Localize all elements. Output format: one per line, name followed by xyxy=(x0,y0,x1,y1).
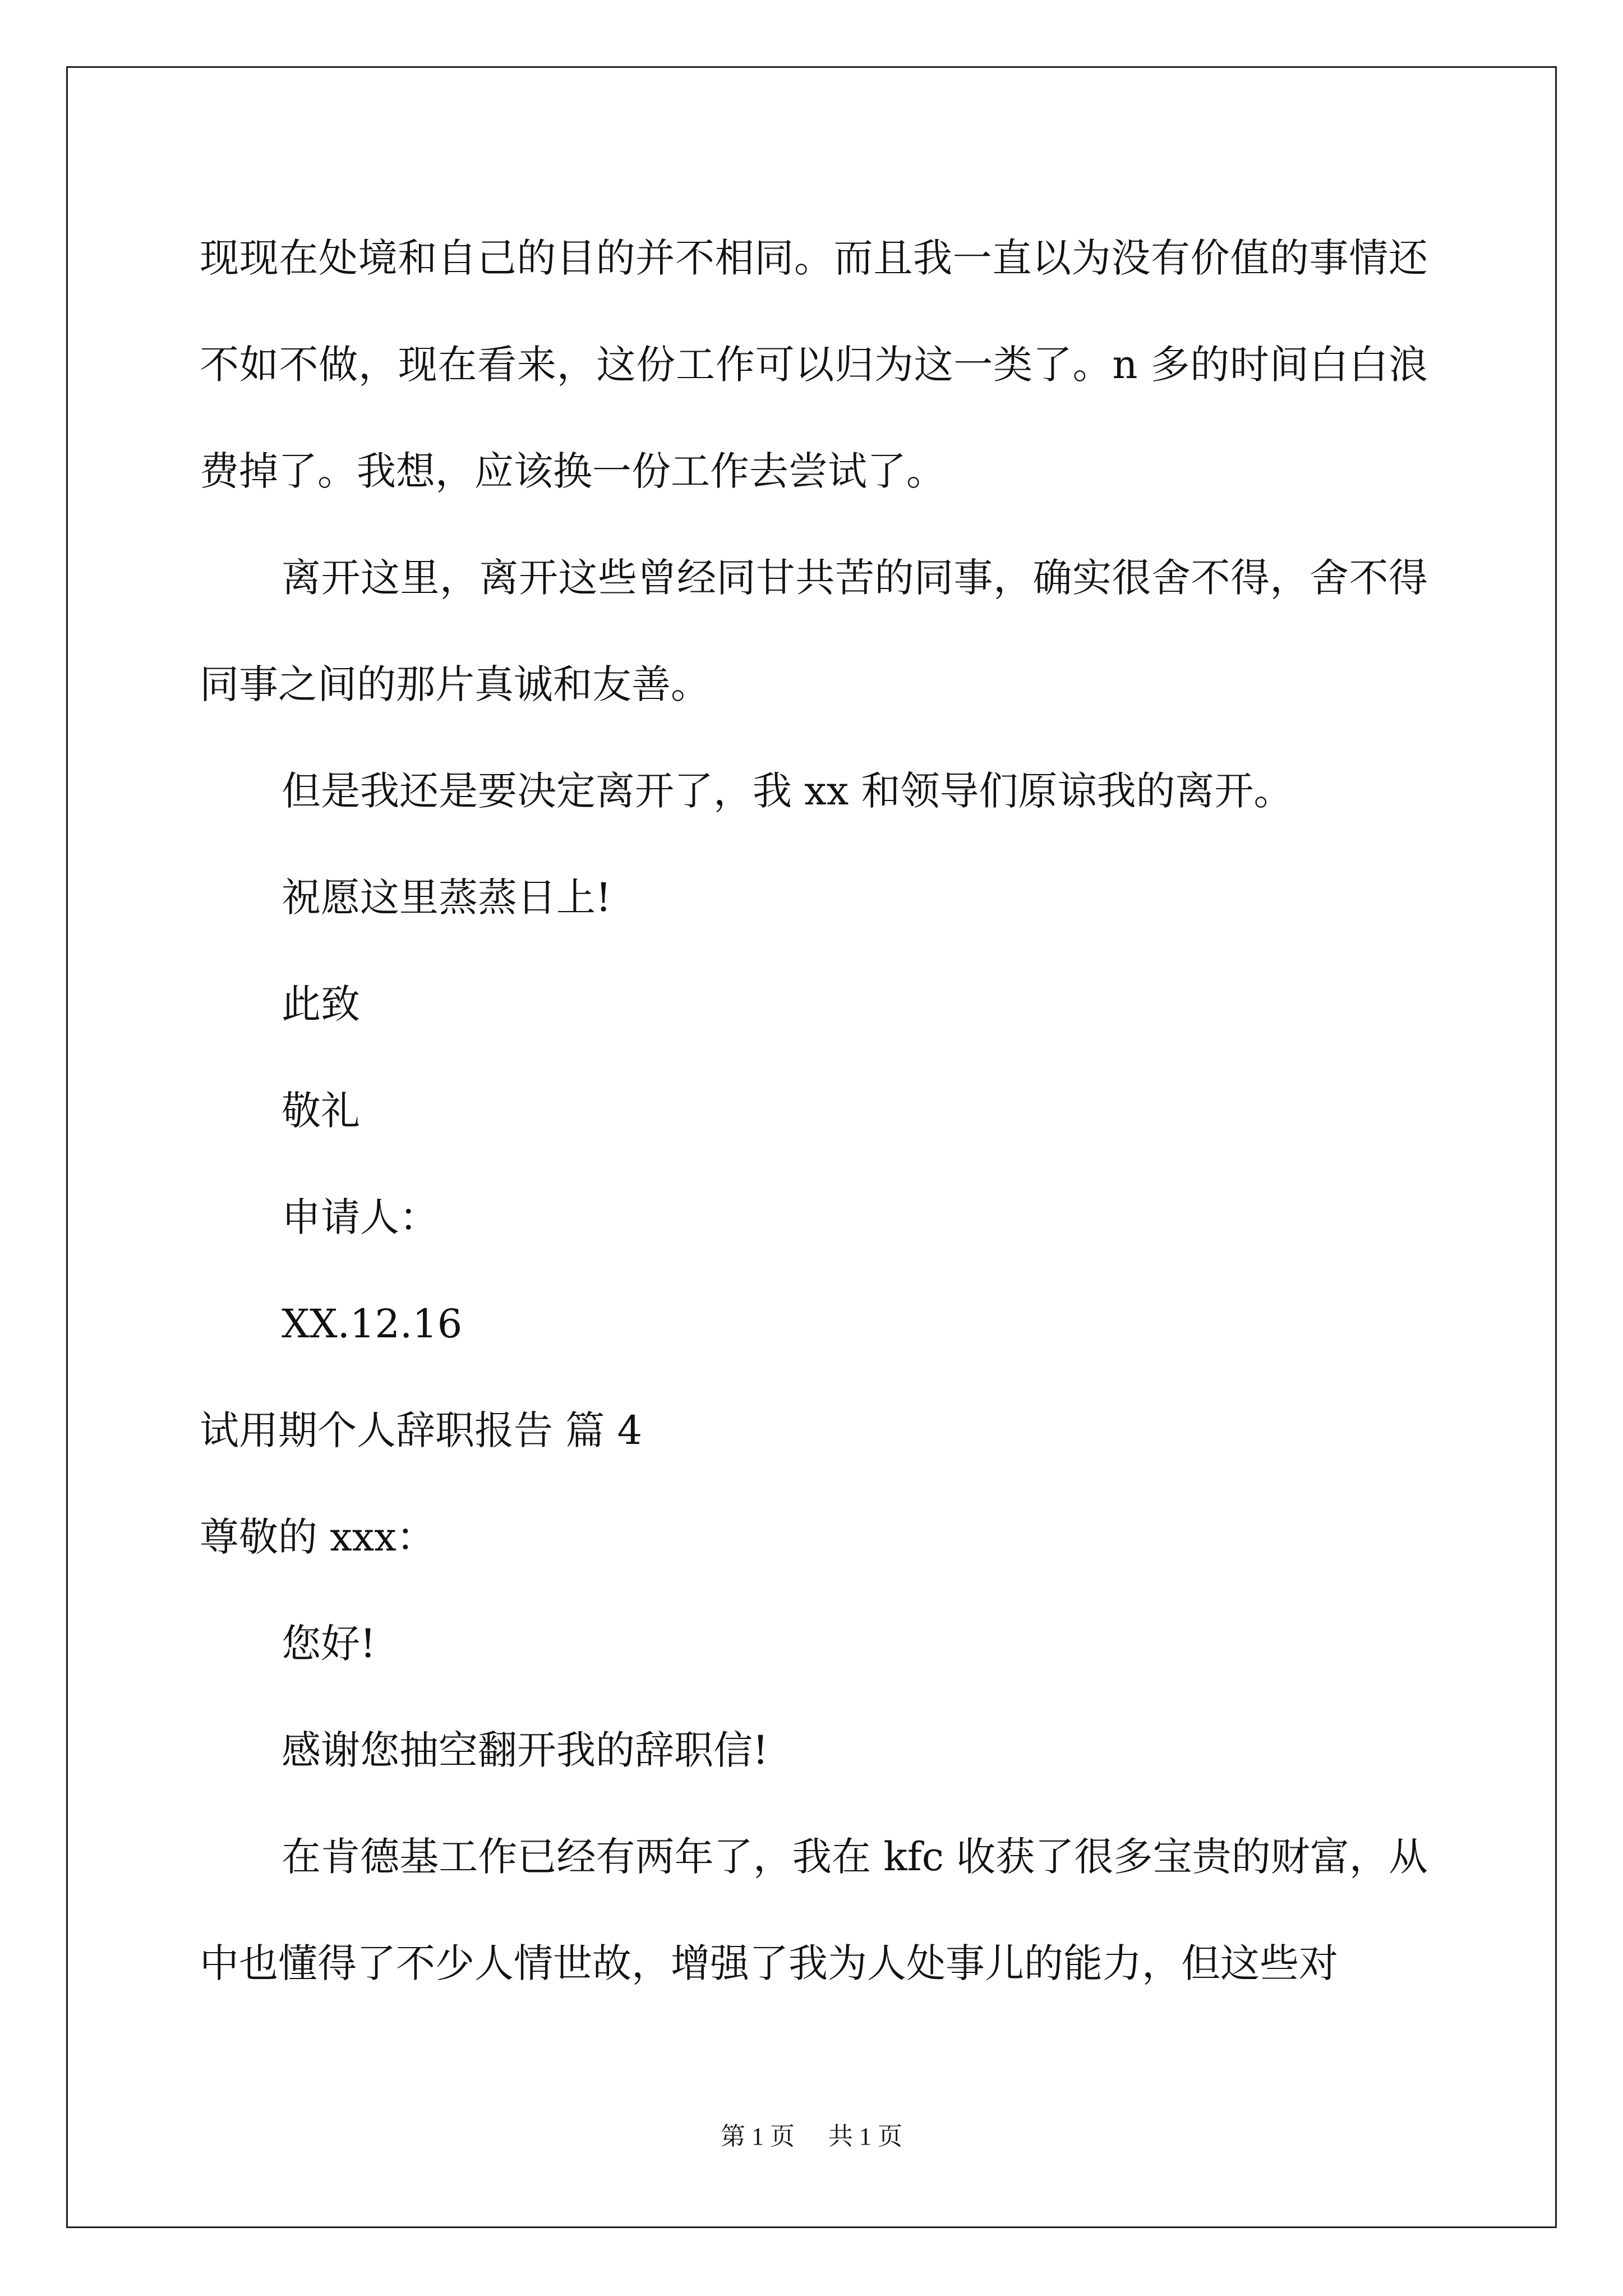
letter-date: XX.12.16 xyxy=(282,1301,463,1347)
closing-regards: 敬礼 xyxy=(282,1088,360,1134)
page-number: 第 1 页 xyxy=(721,2123,795,2150)
paragraph-wish: 祝愿这里蒸蒸日上! xyxy=(282,875,612,921)
paragraph-decision: 但是我还是要决定离开了，我 xx 和领导们原谅我的离开。 xyxy=(282,768,1293,814)
section-heading: 试用期个人辞职报告 篇 4 xyxy=(200,1407,643,1453)
letter-greeting: 尊敬的 xxx： xyxy=(200,1514,436,1560)
paragraph-opening: 现现在处境和自己的目的并不相同。而且我一直以为没有价值的事情还不如不做，现在看来，这份工作可以归为这一类了。n 多的时间白白浪费掉了。我想，应该换一份工作去尝试了。 xyxy=(200,235,1428,494)
paragraph-kfc: 在肯德基工作已经有两年了，我在 kfc 收获了很多宝贵的财富，从中也懂得了不少人情世故，增强了我为人处事儿的能力，但这些对 xyxy=(200,1834,1428,1986)
paragraph-leaving: 离开这里，离开这些曾经同甘共苦的同事，确实很舍不得，舍不得同事之间的那片真诚和友善。 xyxy=(200,555,1428,707)
page-footer xyxy=(0,2116,1623,2152)
closing-salutation: 此致 xyxy=(282,981,360,1027)
document-body xyxy=(200,205,1428,2017)
paragraph-hello: 您好! xyxy=(282,1621,376,1667)
paragraph-thanks: 感谢您抽空翻开我的辞职信! xyxy=(282,1727,769,1773)
applicant-label: 申请人： xyxy=(282,1194,439,1240)
total-pages: 共 1 页 xyxy=(828,2123,902,2150)
